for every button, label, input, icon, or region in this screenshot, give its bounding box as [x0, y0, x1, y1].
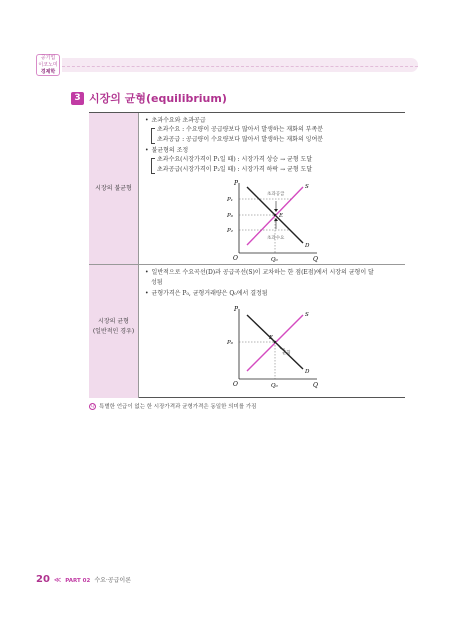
graph1-eq-label: E	[279, 213, 284, 219]
book-badge	[36, 54, 60, 76]
row1-bracket-2	[151, 158, 155, 174]
row2-bullet-1: • 일반적으로 수요곡선(D)과 공급곡선(S)이 교차하는 한 점(E점)에서 시장의 균형이 달	[145, 268, 374, 278]
footer-arrow-icon: ≪	[53, 576, 62, 584]
row1-sub-1-1: 초과수요 : 수요량이 공급량보다 많아서 발생하는 재화의 부족분	[157, 126, 324, 133]
badge-line-3: 경제학	[40, 69, 56, 75]
graph1-excess-supply: 초과공급	[267, 192, 285, 197]
column-divider	[138, 113, 139, 398]
footer-part: PART 02	[65, 578, 91, 584]
page-footer	[36, 574, 131, 585]
note	[89, 402, 256, 410]
graph2-equilibrium-point	[274, 341, 277, 344]
graph1-arrowhead-down	[274, 209, 278, 212]
graph2-y-label: P	[234, 306, 239, 313]
equilibrium-graph	[225, 303, 325, 389]
section-number: 3	[71, 92, 84, 105]
row1-sub-1-2: 초과공급 : 공급량이 수요량보다 많아서 발생하는 재화의 잉여분	[157, 136, 324, 143]
header-band	[62, 58, 418, 72]
row1-bullet-1: • 초과수요와 초과공급	[145, 116, 206, 126]
row1-sub-2-1: 초과수요(시장가격이 P₁일 때) : 시장가격 상승 → 균형 도달	[157, 156, 313, 163]
graph2-p0-label: P₀	[227, 340, 233, 346]
page-number: 20	[36, 574, 50, 585]
graph2-demand-label: D	[305, 369, 310, 375]
graph1-demand-label: D	[305, 243, 310, 249]
graph2-x-label: Q	[313, 382, 318, 389]
graph1-p0-label: P₀	[227, 213, 233, 219]
graph1-p2-label: P₂	[227, 228, 233, 234]
graph2-supply-label: S	[305, 312, 309, 318]
graph2-eq-label: E	[269, 335, 274, 341]
badge-line-1: 공기업	[40, 55, 56, 61]
row2-label-line2: (일반적인 경우)	[92, 328, 135, 335]
graph1-y-label: P	[234, 180, 239, 187]
graph1-q0-label: Q₀	[271, 257, 278, 263]
row1-label: 시장의 불균형	[95, 185, 132, 192]
graph1-excess-demand: 초과수요	[267, 236, 285, 241]
footer-title: 수요·공급이론	[94, 577, 132, 584]
graph1-equilibrium-point	[274, 214, 277, 217]
graph1-arrowhead-up	[274, 218, 278, 221]
row2-bullet-1-cont: 성됨	[151, 279, 163, 286]
row1-bullet-2: • 불균형의 조정	[145, 146, 188, 156]
note-text: 특별한 언급이 없는 한 시장가격과 균형가격은 동일한 의미를 가짐	[99, 404, 257, 410]
disequilibrium-graph	[225, 177, 325, 263]
graph2-eq-text: 균형	[282, 351, 291, 356]
graph1-supply-label: S	[305, 184, 309, 190]
row2-bullet-2: • 균형가격은 P₀, 균형거래량은 Q₀에서 결정됨	[145, 289, 268, 299]
graph2-origin: O	[233, 381, 238, 388]
graph1-x-label: Q	[313, 256, 318, 263]
graph1-origin: O	[233, 255, 238, 262]
summary-table	[89, 112, 405, 398]
note-icon: Q	[90, 403, 95, 409]
section-title	[71, 91, 227, 105]
badge-line-2: 이코노미	[38, 62, 58, 68]
header-divider	[62, 66, 418, 67]
graph1-p1-label: P₁	[227, 197, 233, 203]
row1-bracket-1	[151, 128, 155, 144]
graph2-q0-label: Q₀	[271, 383, 278, 389]
section-title-text: 시장의 균형(equilibrium)	[89, 92, 227, 105]
row2-label-line1: 시장의 균형	[98, 318, 129, 325]
row1-sub-2-2: 초과공급(시장가격이 P₂일 때) : 시장가격 하락 → 균형 도달	[157, 166, 313, 173]
row-divider	[89, 264, 405, 265]
